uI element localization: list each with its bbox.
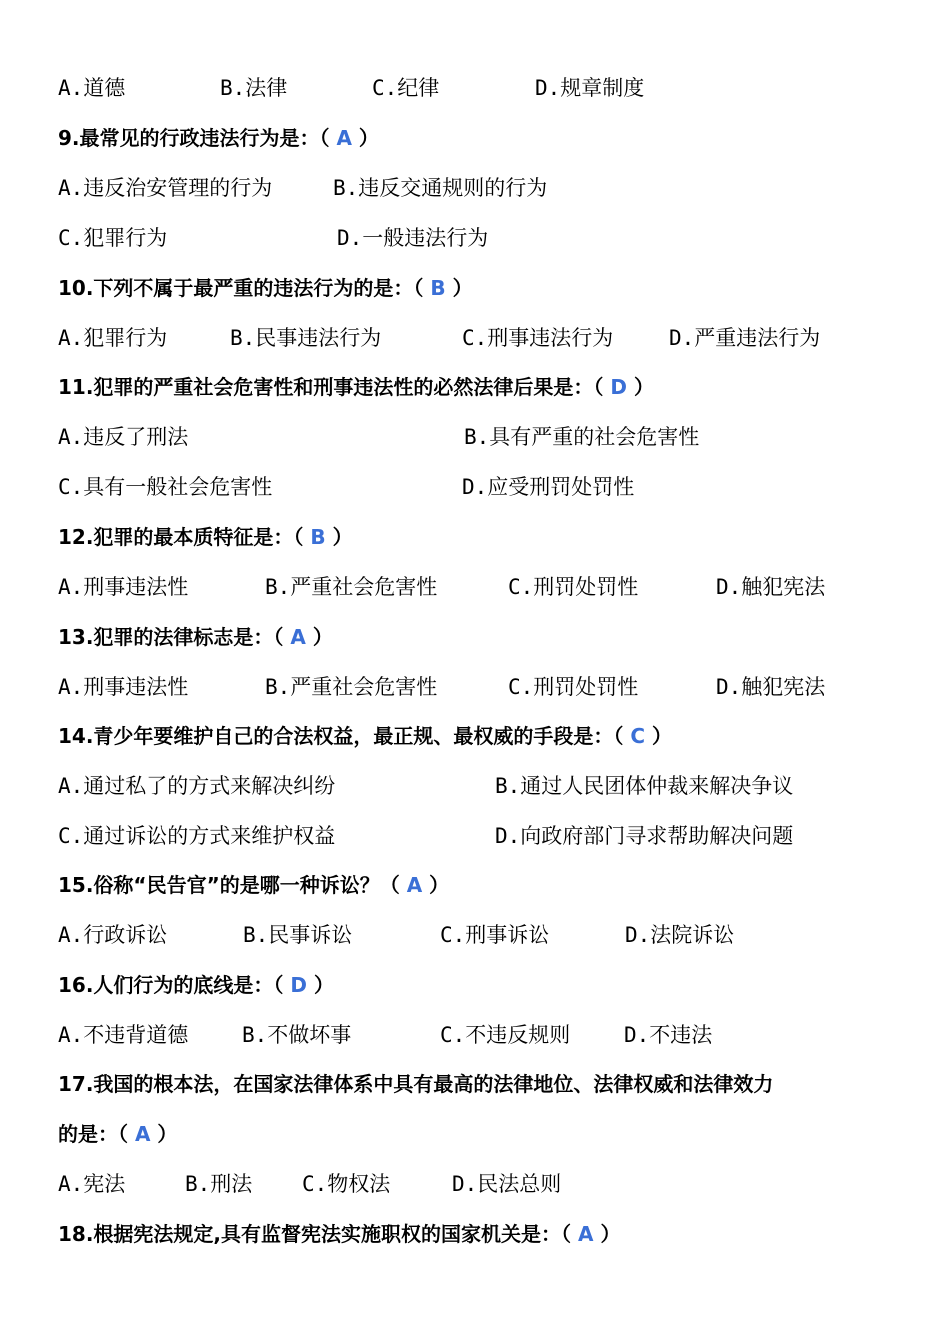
answer-letter: B	[310, 525, 326, 549]
question-text	[58, 367, 654, 407]
option-d-choice: D.民法总则	[452, 1172, 562, 1196]
question-line	[0, 965, 950, 1005]
options-row	[0, 467, 950, 507]
option-c-choice: C.刑罚处罚性	[508, 575, 639, 599]
question-stem: 15.俗称“民告官”的是哪一种诉讼？（	[58, 873, 407, 897]
options-row	[0, 417, 950, 457]
answer-letter: A	[406, 873, 423, 897]
options-row	[0, 915, 950, 955]
option-a-choice: A.道德	[58, 76, 126, 100]
option-a-choice: A.宪法	[58, 1172, 126, 1196]
question-stem: 13.犯罪的法律标志是：（	[58, 625, 291, 649]
question-paren-close: ）	[150, 1122, 178, 1146]
option-d-choice: D.法院诉讼	[625, 923, 735, 947]
question-paren-close: ）	[593, 1222, 621, 1246]
question-line	[0, 517, 950, 557]
option-a-choice: A.不违背道德	[58, 1023, 189, 1047]
option-a-choice: A.刑事违法性	[58, 675, 189, 699]
options-row	[0, 1015, 950, 1055]
question-paren-close: ）	[627, 375, 654, 399]
question-paren-close: ）	[351, 126, 379, 150]
option-b-choice: B.严重社会危害性	[265, 575, 438, 599]
option-c-choice: C.刑事诉讼	[440, 923, 550, 947]
options-row	[0, 1164, 950, 1204]
option-c-choice: C.刑罚处罚性	[508, 675, 639, 699]
answer-letter: D	[610, 375, 628, 399]
question-line	[0, 865, 950, 905]
options-row	[0, 68, 950, 108]
option-b-choice: B.民事诉讼	[243, 923, 353, 947]
answer-letter: B	[430, 276, 446, 300]
question-text	[58, 865, 449, 905]
option-a-choice: A.行政诉讼	[58, 923, 168, 947]
question-text	[58, 965, 334, 1005]
question-line	[0, 367, 950, 407]
question-line	[0, 1214, 950, 1254]
answer-letter: D	[290, 973, 308, 997]
options-row	[0, 766, 950, 806]
option-a-choice: A.犯罪行为	[58, 326, 168, 350]
option-b-choice: B.不做坏事	[242, 1023, 352, 1047]
question-paren-close: ）	[307, 973, 334, 997]
option-c-choice: C.纪律	[372, 76, 440, 100]
options-row	[0, 816, 950, 856]
question-stem: 11.犯罪的严重社会危害性和刑事违法性的必然法律后果是：（	[58, 375, 611, 399]
question-text	[58, 118, 379, 158]
question-text	[58, 1064, 773, 1104]
question-text	[58, 716, 672, 756]
options-row	[0, 318, 950, 358]
question-text	[58, 1214, 620, 1254]
option-a-choice: A.刑事违法性	[58, 575, 189, 599]
answer-letter: A	[134, 1122, 151, 1146]
option-c-choice: C.不违反规则	[440, 1023, 571, 1047]
question-stem: 16.人们行为的底线是：（	[58, 973, 291, 997]
question-stem: 12.犯罪的最本质特征是：（	[58, 525, 311, 549]
option-a-choice: C.犯罪行为	[58, 226, 168, 250]
options-row	[0, 218, 950, 258]
option-a-choice: A.违反治安管理的行为	[58, 176, 273, 200]
answer-letter: C	[630, 724, 646, 748]
options-row	[0, 168, 950, 208]
option-a-choice: A.通过私了的方式来解决纠纷	[58, 774, 336, 798]
question-text	[58, 517, 353, 557]
question-stem: 14.青少年要维护自己的合法权益，最正规、最权威的手段是：（	[58, 724, 631, 748]
question-stem: 10.下列不属于最严重的违法行为的是：（	[58, 276, 431, 300]
option-b-choice: B.法律	[220, 76, 288, 100]
question-paren-close: ）	[422, 873, 450, 897]
options-row	[0, 567, 950, 607]
question-continuation	[0, 1114, 950, 1154]
option-b-choice: B.严重社会危害性	[265, 675, 438, 699]
option-a-choice: A.违反了刑法	[58, 425, 189, 449]
option-b-choice: D.应受刑罚处罚性	[462, 475, 635, 499]
option-a-choice: C.具有一般社会危害性	[58, 475, 273, 499]
option-d-choice: D.严重违法行为	[669, 326, 821, 350]
question-paren-close: ）	[305, 625, 333, 649]
option-b-choice: B.通过人民团体仲裁来解决争议	[495, 774, 794, 798]
option-b-choice: B.违反交通规则的行为	[333, 176, 548, 200]
option-d-choice: D.触犯宪法	[716, 675, 826, 699]
answer-letter: A	[336, 126, 352, 150]
option-c-choice: C.刑事违法行为	[462, 326, 614, 350]
question-text	[58, 1114, 177, 1154]
question-text	[58, 268, 473, 308]
option-a-choice: C.通过诉讼的方式来维护权益	[58, 824, 336, 848]
option-d-choice: D.不违法	[624, 1023, 713, 1047]
question-line	[0, 617, 950, 657]
question-line	[0, 268, 950, 308]
question-paren-close: ）	[325, 525, 353, 549]
question-stem: 18.根据宪法规定,具有监督宪法实施职权的国家机关是：（	[58, 1222, 578, 1246]
option-b-choice: D.向政府部门寻求帮助解决问题	[495, 824, 794, 848]
option-b-choice: B.具有严重的社会危害性	[464, 425, 700, 449]
question-paren-close: ）	[645, 724, 673, 748]
option-d-choice: D.触犯宪法	[716, 575, 826, 599]
option-b-choice: B.民事违法行为	[230, 326, 382, 350]
option-d-choice: D.规章制度	[535, 76, 645, 100]
question-text	[58, 617, 333, 657]
question-stem: 17.我国的根本法，在国家法律体系中具有最高的法律地位、法律权威和法律效力	[58, 1072, 774, 1096]
option-b-choice: B.刑法	[185, 1172, 253, 1196]
question-line	[0, 1064, 950, 1104]
options-row	[0, 667, 950, 707]
question-line	[0, 118, 950, 158]
option-c-choice: C.物权法	[302, 1172, 391, 1196]
answer-letter: A	[578, 1222, 594, 1246]
question-paren-close: ）	[445, 276, 473, 300]
question-line	[0, 716, 950, 756]
question-stem: 9.最常见的行政违法行为是：（	[58, 126, 337, 150]
option-b-choice: D.一般违法行为	[337, 226, 489, 250]
answer-letter: A	[290, 625, 306, 649]
question-stem: 的是：（	[58, 1122, 135, 1146]
